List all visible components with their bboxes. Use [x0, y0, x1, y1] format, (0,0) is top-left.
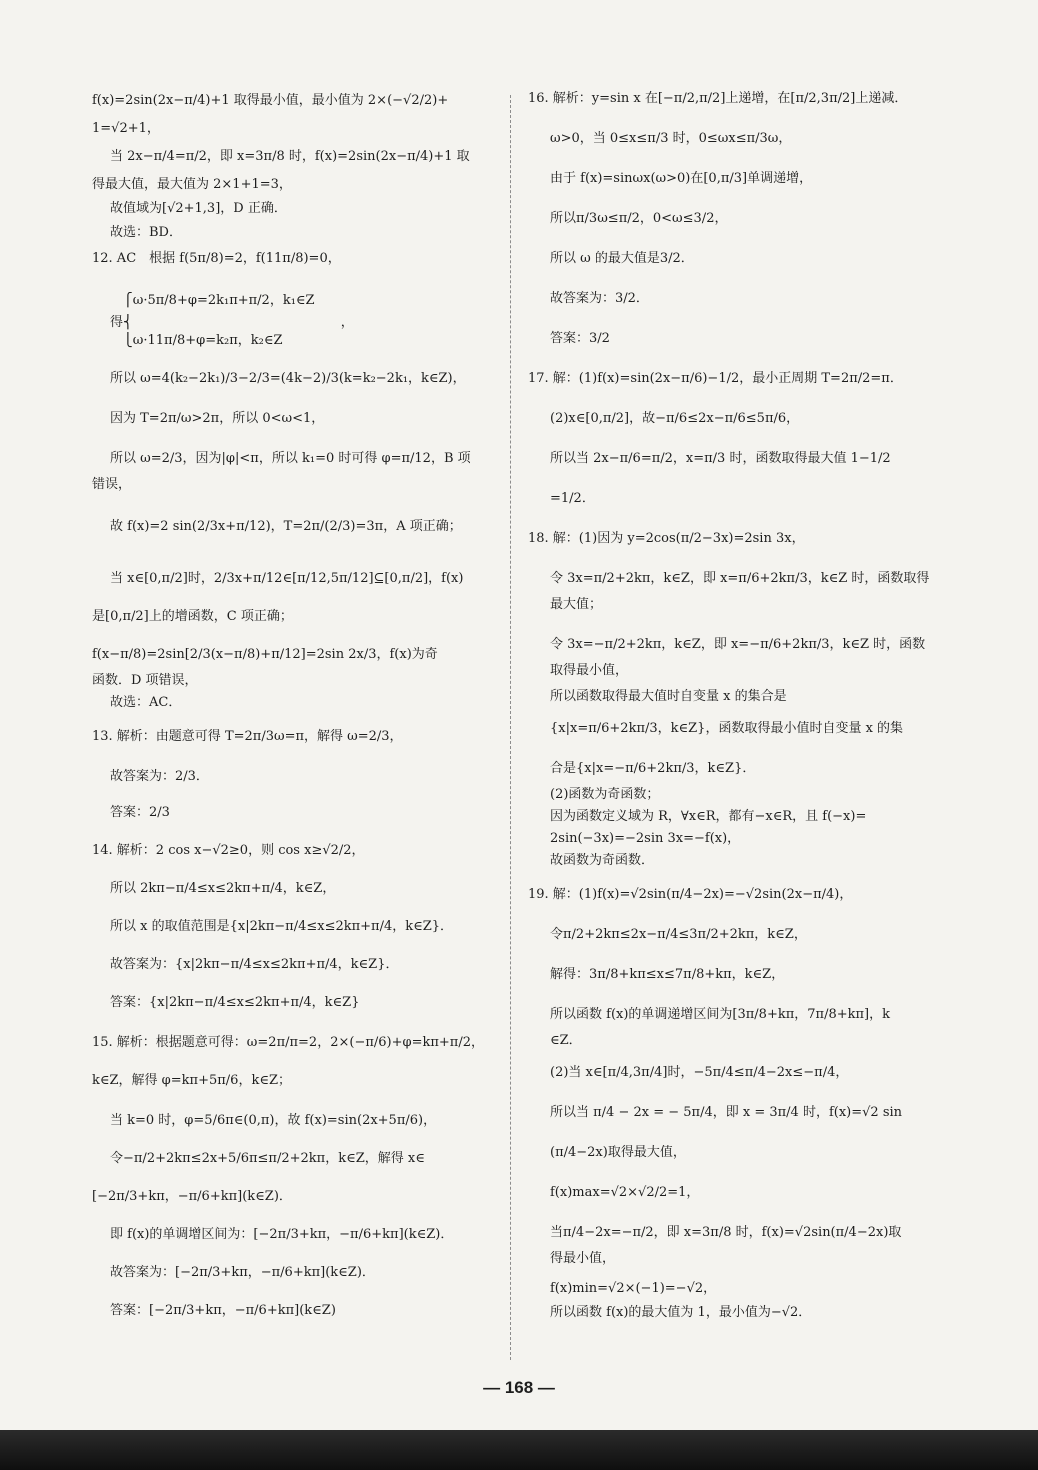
text-line: 得⎨ ， — [110, 315, 354, 330]
text-line: 所以当 π/4 − 2x = − 5π/4，即 x = 3π/4 时，f(x)=√2 sin — [550, 1105, 903, 1120]
text-line: 因为函数定义域为 R，∀x∈R，都有−x∈R，且 f(−x)= — [550, 809, 867, 824]
text-line: 12. AC 根据 f(5π/8)=2，f(11π/8)=0， — [92, 251, 341, 266]
text-line: 得最小值， — [550, 1251, 616, 1266]
text-line: 14. 解析：2 cos x−√2≥0，则 cos x≥√2/2， — [92, 843, 365, 858]
text-line: 13. 解析：由题意可得 T=2π/3ω=π，解得 ω=2/3， — [92, 729, 403, 744]
text-line: 令 3x=π/2+2kπ，k∈Z，即 x=π/6+2kπ/3，k∈Z 时，函数取得 — [550, 571, 930, 586]
text-line: 故 f(x)=2 sin(2/3x+π/12)，T=2π/(2/3)=3π，A 项正确； — [110, 519, 462, 534]
text-line: 故选：AC． — [110, 695, 182, 710]
right-column — [528, 90, 952, 1322]
text-line: 取得最小值， — [550, 663, 629, 678]
text-line: =1/2． — [550, 491, 595, 506]
text-line: (2)函数为奇函数； — [550, 787, 660, 802]
scan-bottom-edge — [0, 1430, 1038, 1470]
text-line: 令 3x=−π/2+2kπ，k∈Z，即 x=−π/6+2kπ/3，k∈Z 时，函数 — [550, 637, 926, 652]
text-line: 当 k=0 时，φ=5/6π∈(0,π)，故 f(x)=sin(2x+5π/6)， — [110, 1113, 437, 1128]
text-line: f(x)min=√2×(−1)=−√2， — [550, 1281, 717, 1296]
text-line: 所以函数 f(x)的最大值为 1，最小值为−√2． — [550, 1305, 812, 1320]
text-line: 令π/2+2kπ≤2x−π/4≤3π/2+2kπ，k∈Z， — [550, 927, 807, 942]
text-line: 令−π/2+2kπ≤2x+5/6π≤π/2+2kπ，k∈Z，解得 x∈ — [110, 1151, 425, 1166]
text-line: 所以函数取得最大值时自变量 x 的集合是 — [550, 689, 787, 704]
text-line: [−2π/3+kπ，−π/6+kπ](k∈Z)． — [92, 1189, 292, 1204]
text-line: 是[0,π/2]上的增函数，C 项正确； — [92, 609, 293, 624]
text-line: 所以 ω=4(k₂−2k₁)/3−2/3=(4k−2)/3(k=k₂−2k₁，k∈Z)， — [110, 371, 466, 386]
text-line: 函数．D 项错误， — [92, 673, 198, 688]
text-line: 当 2x−π/4=π/2，即 x=3π/8 时，f(x)=2sin(2x−π/4)+1 取 — [110, 149, 470, 164]
text-line: 合是{x|x=−π/6+2kπ/3，k∈Z}． — [550, 761, 756, 776]
text-line: 所以 2kπ−π/4≤x≤2kπ+π/4，k∈Z， — [110, 881, 336, 896]
text-line: 18. 解：(1)因为 y=2cos(π/2−3x)=2sin 3x， — [528, 531, 805, 546]
text-line: (2)x∈[0,π/2]，故−π/6≤2x−π/6≤5π/6， — [550, 411, 800, 426]
text-line: 所以 ω=2/3，因为|φ|<π，所以 k₁=0 时可得 φ=π/12，B 项 — [110, 451, 471, 466]
text-line: {x|x=π/6+2kπ/3，k∈Z}，函数取得最小值时自变量 x 的集 — [550, 721, 904, 736]
text-line: 故值域为[√2+1,3]，D 正确． — [110, 201, 287, 216]
text-line: 故答案为：[−2π/3+kπ，−π/6+kπ](k∈Z)． — [110, 1265, 375, 1280]
text-line: f(x−π/8)=2sin[2/3(x−π/8)+π/12]=2sin 2x/3，f(x)为奇 — [92, 647, 438, 662]
text-line: 所以 ω 的最大值是3/2． — [550, 251, 694, 266]
text-line: 故答案为：2/3． — [110, 769, 209, 784]
text-line: 所以当 2x−π/6=π/2，x=π/3 时，函数取得最大值 1−1/2 — [550, 451, 891, 466]
text-line: 当 x∈[0,π/2]时，2/3x+π/12∈[π/12,5π/12]⊆[0,π/2]，f(x) — [110, 571, 464, 586]
text-line: 因为 T=2π/ω>2π，所以 0<ω<1， — [110, 411, 325, 426]
text-line: 17. 解：(1)f(x)=sin(2x−π/6)−1/2，最小正周期 T=2π/2=π． — [528, 371, 903, 386]
text-line: 最大值； — [550, 597, 603, 612]
text-line: 1=√2+1， — [92, 121, 160, 136]
text-line: ∈Z． — [550, 1033, 582, 1048]
text-line: 16. 解析：y=sin x 在[−π/2,π/2]上递增，在[π/2,3π/2]上递减． — [528, 91, 908, 106]
text-line: ω>0，当 0≤x≤π/3 时，0≤ωx≤π/3ω， — [550, 131, 792, 146]
text-line: 故函数为奇函数． — [550, 853, 655, 868]
text-line: 答案：[−2π/3+kπ，−π/6+kπ](k∈Z) — [110, 1303, 336, 1318]
text-line: 15. 解析：根据题意可得：ω=2π/π=2，2×(−π/6)+φ=kπ+π/2， — [92, 1035, 484, 1050]
text-line: 即 f(x)的单调增区间为：[−2π/3+kπ，−π/6+kπ](k∈Z)． — [110, 1227, 454, 1242]
text-line: 2sin(−3x)=−2sin 3x=−f(x)， — [550, 831, 741, 846]
text-line: ⎩ω·11π/8+φ=k₂π，k₂∈Z — [110, 333, 283, 348]
text-line: 解得：3π/8+kπ≤x≤7π/8+kπ，k∈Z， — [550, 967, 785, 982]
text-line: f(x)=2sin(2x−π/4)+1 取得最小值，最小值为 2×(−√2/2)+ — [92, 93, 449, 108]
text-line: 所以函数 f(x)的单调递增区间为[3π/8+kπ，7π/8+kπ]，k — [550, 1007, 890, 1022]
text-line: 所以 x 的取值范围是{x|2kπ−π/4≤x≤2kπ+π/4，k∈Z}． — [110, 919, 454, 934]
text-line: 19. 解：(1)f(x)=√2sin(π/4−2x)=−√2sin(2x−π/4)， — [528, 887, 853, 902]
text-line: 故答案为：{x|2kπ−π/4≤x≤2kπ+π/4，k∈Z}． — [110, 957, 399, 972]
text-line: 由于 f(x)=sinωx(ω>0)在[0,π/3]单调递增， — [550, 171, 813, 186]
text-line: k∈Z，解得 φ=kπ+5π/6，k∈Z； — [92, 1073, 291, 1088]
text-line: f(x)max=√2×√2/2=1， — [550, 1185, 700, 1200]
page-number: — 168 — — [483, 1378, 555, 1397]
text-line: 错误， — [92, 477, 132, 492]
text-line: 故答案为：3/2． — [550, 291, 649, 306]
text-line: 答案：3/2 — [550, 331, 610, 346]
text-line: 故选：BD． — [110, 225, 182, 240]
text-line: 得最大值，最大值为 2×1+1=3， — [92, 177, 292, 192]
text-line: 答案：{x|2kπ−π/4≤x≤2kπ+π/4，k∈Z} — [110, 995, 360, 1010]
left-column — [92, 90, 500, 1320]
text-line: 所以π/3ω≤π/2，0<ω≤3/2， — [550, 211, 728, 226]
text-line: 当π/4−2x=−π/2，即 x=3π/8 时，f(x)=√2sin(π/4−2x)取 — [550, 1225, 902, 1240]
text-line: 答案：2/3 — [110, 805, 170, 820]
text-line: (2)当 x∈[π/4,3π/4]时，−5π/4≤π/4−2x≤−π/4， — [550, 1065, 849, 1080]
text-line: (π/4−2x)取得最大值， — [550, 1145, 686, 1160]
text-line: ⎧ω·5π/8+φ=2k₁π+π/2，k₁∈Z — [110, 293, 315, 308]
column-divider — [510, 95, 511, 1360]
